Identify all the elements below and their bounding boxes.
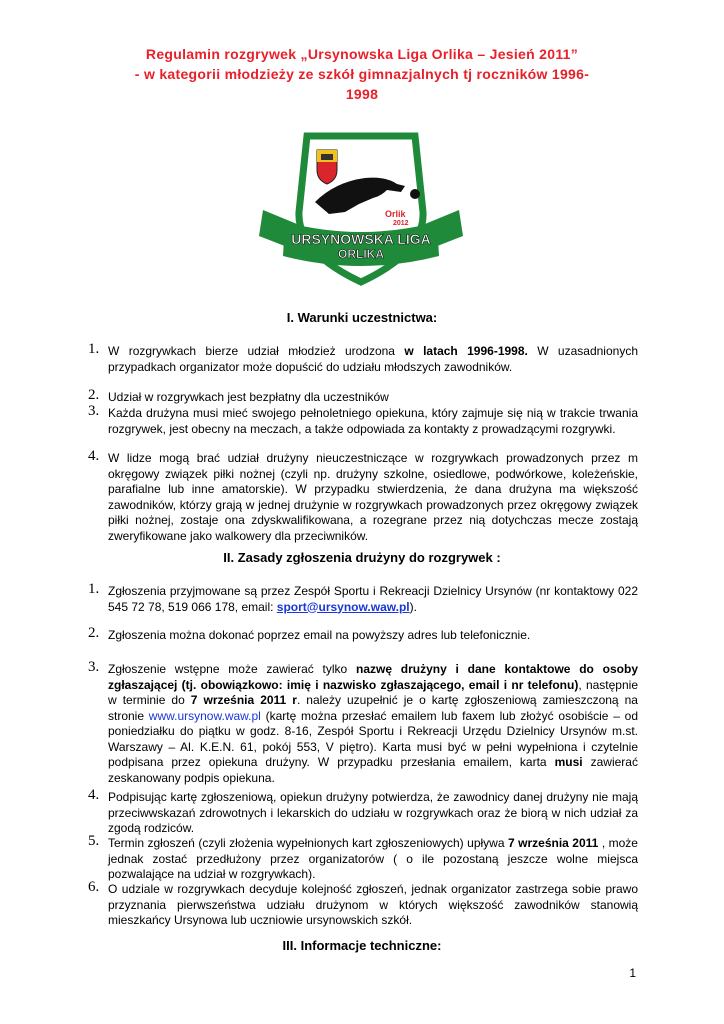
coat-of-arms-icon: [317, 150, 337, 184]
list-item: [88, 879, 638, 929]
list-item-text: , może jednak zostać przedłużony przez organizatorów ( o ile pozostaną jeszcze wolne miejsca pozwalające na udział w rozgrywkach).: [108, 836, 638, 881]
list-number: 1.: [88, 581, 100, 597]
website-link[interactable]: www.ursynow.waw.pl: [148, 708, 261, 723]
list-item-text: W uzasadnionych przypadkach organizator może dopuścić do udziału młodszych zawodników.: [108, 344, 638, 374]
list-item: [88, 387, 638, 406]
section-1-heading: I. Warunki uczestnictwa:: [286, 310, 438, 325]
list-item-text: Każda drużyna musi mieć swojego pełnoletniego opiekuna, który zajmuje się nią w trakcie trwania rozgrywek, jest obecny na meczach, a także odpowiada za kontakty z prowadzącymi rozgrywki.: [108, 406, 638, 436]
document-title: [90, 44, 634, 104]
list-number: 4.: [88, 787, 100, 803]
section-3-heading: III. Informacje techniczne:: [282, 938, 442, 953]
logo-text-line-2: ORLIKA: [338, 247, 384, 261]
title-line-2: - w kategorii młodzieży ze szkół gimnazjalnych tj roczników 1996-: [134, 66, 590, 82]
list-item-text: , następnie w terminie do: [108, 677, 638, 707]
list-item: [88, 581, 638, 615]
title-line-1: Regulamin rozgrywek „Ursynowska Liga Orlika – Jesień 2011”: [145, 46, 579, 62]
ball-icon: [410, 189, 420, 199]
list-item: [88, 403, 638, 437]
list-item-text: zawierać zeskanowany podpis opiekuna.: [108, 755, 638, 785]
list-item-text: Zgłoszenia można dokonać poprzez email na powyższy adres lub telefonicznie.: [108, 628, 531, 642]
list-item-text: O udziale w rozgrywkach decyduje kolejność zgłoszeń, jednak organizator zastrzega sobie prawo przyznania pierwszeństwa udziału drużynom w których większość zawodników stanowią mieszkańcy Ursynowa lub uczniowie ursynowskich szkół.: [108, 882, 638, 927]
orlik-badge: [383, 208, 415, 227]
list-item-bold: w latach 1996-1998.: [404, 344, 528, 358]
page-number: 1: [629, 966, 636, 980]
list-number: 5.: [88, 833, 100, 849]
list-item-text: ).: [409, 599, 417, 614]
list-number: 6.: [88, 879, 100, 895]
list-item-bold: nazwę drużyny i dane kontaktowe do osoby zgłaszającej (tj. obowiązkowo: imię i nazwisko zgłaszającego, email i nr telefonu): [108, 662, 639, 692]
list-item-text: W rozgrywkach bierze udział młodzież urodzona: [108, 344, 395, 358]
list-number: 1.: [88, 341, 100, 357]
list-item-text: W lidze mogą brać udział drużyny nieuczestniczące w rozgrywkach prowadzonych przez m okręgowy związek piłki nożnej (czyli np. drużyny szkolne, osiedlowe, podwórkowe, koleżeńskie, parafialne lub inne amatorskie). W przypadku stwierdzenia, że dana drużyna ma większość zawodników, którzy grają w jednej drużynie w rozgrywkach prowadzonych przez okręgowy związek piłki nożnej, zostaje ona zdyskwalifikowana, a rozegrane przez nią dotychczas mecze zostają zweryfikowane jako walkowery dla przeciwników.: [108, 451, 638, 543]
title-line-3: 1998: [345, 86, 379, 102]
list-item-bold: 7 września 2011 r: [190, 693, 297, 707]
list-item: [88, 659, 639, 786]
list-number: 4.: [88, 448, 100, 464]
email-link[interactable]: sport@ursynow.waw.pl: [276, 599, 410, 614]
list-item: [88, 787, 638, 837]
list-item-bold: musi: [554, 755, 583, 769]
orlik-badge-year: 2012: [393, 220, 409, 227]
league-logo: [255, 132, 467, 297]
orlik-badge-text: Orlik: [385, 209, 406, 219]
list-number: 3.: [88, 403, 100, 419]
list-item-text: Zgłoszenie wstępne może zawierać tylko: [108, 662, 348, 676]
list-item: [88, 448, 638, 544]
list-item-text: Termin zgłoszeń (czyli złożenia wypełnionych kart zgłoszeniowych) upływa: [108, 836, 505, 850]
list-item: [88, 341, 638, 375]
list-item-text: Zgłoszenia przyjmowane są przez Zespół Sportu i Rekreacji Dzielnicy Ursynów (nr kontaktowy 022 545 72 78, 519 066 178, email:: [108, 584, 638, 614]
list-item: [88, 625, 638, 644]
list-item-text: Podpisując kartę zgłoszeniową, opiekun drużyny potwierdza, że zawodnicy danej drużyny nie mają przeciwwskazań zdrowotnych i lekarskich do udziału w rozgrywkach oraz że biorą w nich udział za zgodą rodziców.: [108, 790, 638, 835]
list-item-bold: 7 września 2011: [507, 836, 599, 850]
list-number: 2.: [88, 625, 100, 641]
section-2-heading: II. Zasady zgłoszenia drużyny do rozgrywek :: [223, 550, 501, 565]
list-item: [88, 833, 638, 883]
logo-text-line-1: URSYNOWSKA LIGA: [291, 231, 431, 247]
list-number: 3.: [88, 659, 100, 675]
list-number: 2.: [88, 387, 100, 403]
list-item-text: . należy uzupełnić je o kartę zgłoszeniową zamieszczoną na stronie: [108, 693, 638, 723]
list-item-text: Udział w rozgrywkach jest bezpłatny dla uczestników: [108, 390, 389, 404]
list-item-text: (kartę można przesłać emailem lub faxem lub złożyć osobiście – od poniedziałku do piątku w godz. 8-16, Zespół Sportu i Rekreacji Urzędu Dzielnicy Ursynów m.st. Warszawy – Al. K.E.N. 61, pokój 553, V piętro). Karta musi być w pełni wypełniona i czytelnie podpisana przez opiekuna drużyny. W przypadku przesłania emailem, karta: [108, 708, 638, 769]
